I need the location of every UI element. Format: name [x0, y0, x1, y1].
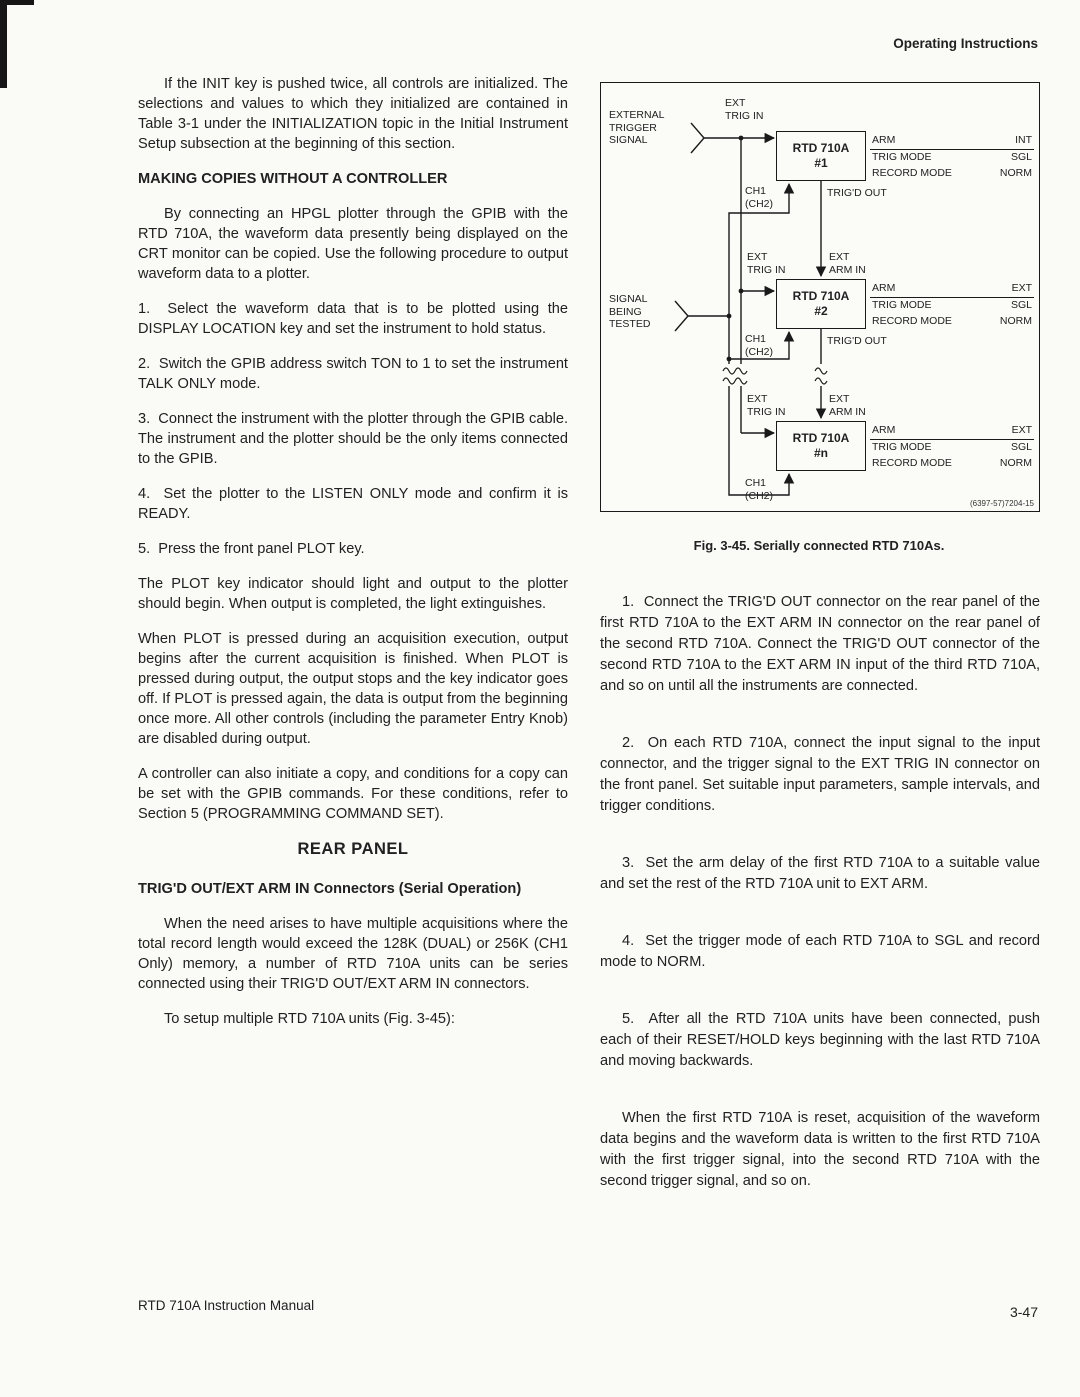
rtd-unit-2-settings: ARM EXT TRIG MODE SGL RECORD MODE NORM: [872, 282, 1032, 327]
serial-step-1: 1. Connect the TRIG'D OUT connector on the rear panel of the first RTD 710A to the EXT ARM IN connector on the rear panel of the second RTD 710A. Connect the TRIG'D OUT connector of the second RTD 710A to the EXT ARM IN input of the third RTD 710A, and so on until all the instruments are connected.: [600, 594, 1040, 694]
label-ext-arm-in-2: EXT ARM IN: [829, 251, 866, 276]
paragraph-plot-indicator: The PLOT key indicator should light and output to the plotter should begin. When output is completed, the light extinguishes.: [138, 576, 568, 612]
heading-making-copies: MAKING COPIES WITHOUT A CONTROLLER: [138, 171, 448, 187]
scan-artifact-left: [0, 0, 7, 88]
list-item-2: 2. Switch the GPIB address switch TON to 1 to set the instrument TALK ONLY mode.: [138, 356, 568, 392]
label-ch1-ch2-n: CH1 (CH2): [745, 477, 773, 502]
paragraph-serial-connection: When the need arises to have multiple acquisitions where the total record length would exceed the 128K (DUAL) or 256K (CH1 Only) memory, a number of RTD 710A units can be series connected using their TRIG'D OUT/EXT ARM IN connectors.: [138, 916, 568, 992]
scan-artifact-top: [0, 0, 34, 5]
serial-reset-note: When the first RTD 710A is reset, acquisition of the waveform data begins and the waveform data is written to the first RTD 710A with the first trigger signal, into the second RTD 710A with the second trigger signal, and so on.: [600, 1110, 1040, 1189]
paragraph-init-note: If the INIT key is pushed twice, all controls are initialized. The selections and values to which they initialized are contained in Table 3-1 under the INITIALIZATION topic in the Initial Instrument Setup subsection at the beginning of this section.: [138, 76, 568, 152]
paragraph-making-copies: By connecting an HPGL plotter through the GPIB with the RTD 710A, the waveform data presently being displayed on the CRT monitor can be copied. Use the following procedure to output waveform data to a plotter.: [138, 206, 568, 282]
label-ext-trig-in-n: EXT TRIG IN: [747, 393, 786, 418]
rtd-unit-2-name: RTD 710A: [792, 289, 850, 303]
label-signal-being-tested: SIGNAL BEING TESTED: [609, 293, 651, 330]
signal-source-glyph: [675, 301, 688, 331]
rtd-unit-n-name: RTD 710A: [792, 431, 850, 445]
rtd-unit-1-name: RTD 710A: [792, 141, 850, 155]
serial-step-5: 5. After all the RTD 710A units have been connected, push each of their RESET/HOLD keys beginning with the last RTD 710A and moving backwards.: [600, 1011, 1040, 1069]
page-header: Operating Instructions: [893, 36, 1038, 51]
rtd-unit-1-settings: ARM INT TRIG MODE SGL RECORD MODE NORM: [872, 134, 1032, 179]
footer-manual-title: RTD 710A Instruction Manual: [138, 1298, 315, 1313]
label-ch1-ch2-2: CH1 (CH2): [745, 333, 773, 358]
paragraph-controller-copy: A controller can also initiate a copy, and conditions for a copy can be set with the GPIB commands. For these conditions, refer to Section 5 (PROGRAMMING COMMAND SET).: [138, 766, 568, 822]
list-item-5: 5. Press the front panel PLOT key.: [138, 541, 365, 557]
label-trigd-out-2: TRIG'D OUT: [827, 335, 887, 347]
figure-credit-number: (6397-57)7204-15: [969, 499, 1034, 508]
paragraph-setup-reference: To setup multiple RTD 710A units (Fig. 3-45):: [164, 1011, 455, 1027]
figure-frame: [600, 82, 1040, 512]
label-ch1-ch2-1: CH1 (CH2): [745, 185, 773, 210]
label-external-trigger-signal: EXTERNAL TRIGGER SIGNAL: [609, 109, 665, 146]
left-column: [138, 74, 568, 1044]
rtd-unit-2-number: #2: [814, 304, 828, 318]
rtd-unit-n-box: [776, 421, 866, 471]
line-break-marks: [723, 364, 827, 386]
figure-caption: Fig. 3-45. Serially connected RTD 710As.: [693, 538, 945, 553]
list-item-4: 4. Set the plotter to the LISTEN ONLY mode and confirm it is READY.: [138, 486, 568, 522]
figure-3-45: [600, 82, 1038, 553]
label-ext-arm-in-n: EXT ARM IN: [829, 393, 866, 418]
footer-page-number: 3-47: [1009, 1304, 1038, 1320]
rtd-unit-n-settings: ARM EXT TRIG MODE SGL RECORD MODE NORM: [872, 424, 1032, 469]
rtd-unit-n-number: #n: [813, 446, 828, 460]
serial-step-2: 2. On each RTD 710A, connect the input signal to the input connector, and the trigger signal to the EXT TRIG IN connector on the front panel. Set suitable input parameters, sample intervals, and trigger conditions.: [600, 735, 1040, 814]
rtd-unit-2-box: [776, 279, 866, 329]
heading-rear-panel: REAR PANEL: [297, 840, 409, 858]
paragraph-plot-behavior: When PLOT is pressed during an acquisition execution, output begins after the current acquisition is finished. When PLOT is pressed during output, the output stops and the key indicator goes off. If PLOT is pressed again, the data is output from the beginning once more. All other controls (including the parameter Entry Knob) are disabled during output.: [138, 631, 568, 747]
right-column: [600, 592, 1040, 1228]
trigger-source-glyph: [691, 123, 704, 153]
label-ext-trig-in-1: EXT TRIG IN: [725, 97, 764, 122]
rtd-unit-1-number: #1: [814, 156, 828, 170]
rtd-unit-1-box: [776, 131, 866, 181]
label-trigd-out-1: TRIG'D OUT: [827, 187, 887, 199]
label-ext-trig-in-2: EXT TRIG IN: [747, 251, 786, 276]
list-item-3: 3. Connect the instrument with the plotter through the GPIB cable. The instrument and the plotter should be the only items connected to the GPIB.: [138, 411, 568, 467]
serial-step-4: 4. Set the trigger mode of each RTD 710A to SGL and record mode to NORM.: [600, 933, 1040, 970]
list-item-1: 1. Select the waveform data that is to be plotted using the DISPLAY LOCATION key and set the instrument to hold status.: [138, 301, 568, 337]
heading-trigd-connectors: TRIG'D OUT/EXT ARM IN Connectors (Serial Operation): [138, 881, 522, 897]
serial-step-3: 3. Set the arm delay of the first RTD 710A to a suitable value and set the rest of the RTD 710A unit to EXT ARM.: [600, 855, 1040, 892]
